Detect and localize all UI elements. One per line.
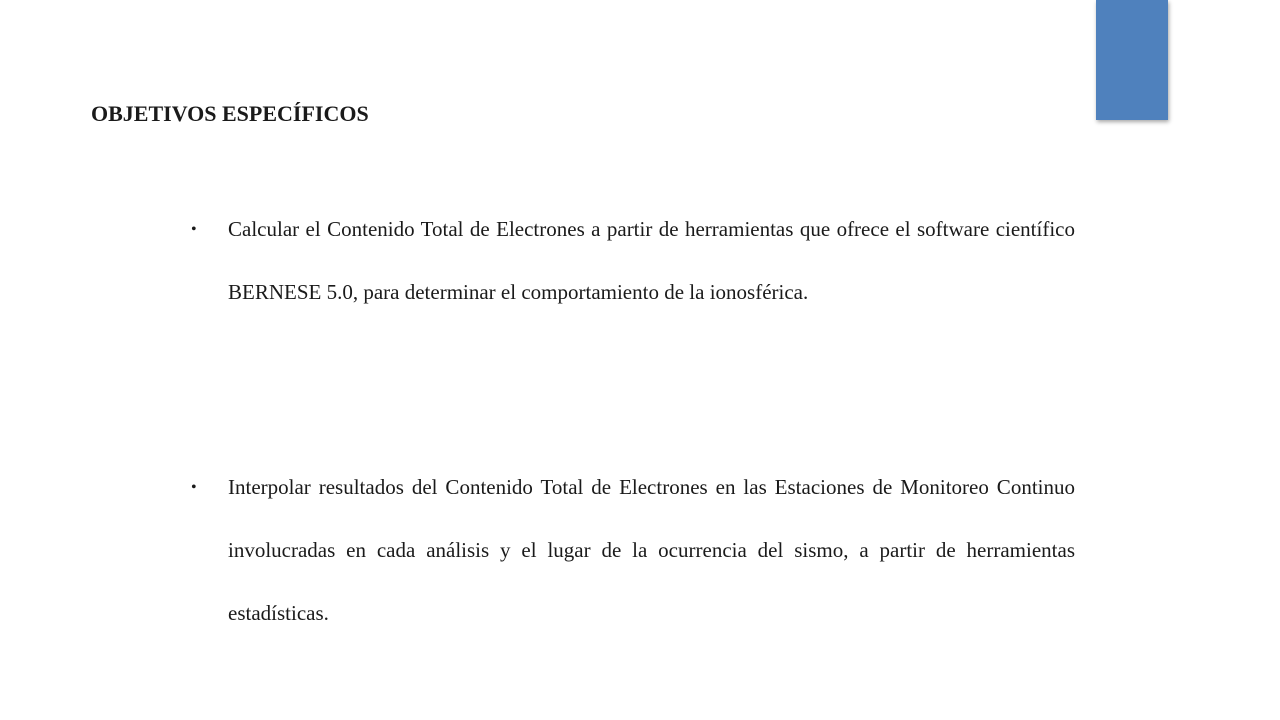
list-item (191, 456, 1075, 645)
slide-title: OBJETIVOS ESPECÍFICOS (91, 101, 369, 126)
bullet-icon: • (191, 479, 197, 496)
accent-bar (1096, 0, 1168, 120)
bullet-icon: • (191, 221, 197, 238)
bullet-text: Calcular el Contenido Total de Electrones a partir de herramientas que ofrece el software científico BERNESE 5.0, para determinar el comportamiento de la ionosférica. (228, 217, 1075, 304)
list-item (191, 198, 1075, 324)
bullet-text: Interpolar resultados del Contenido Total de Electrones en las Estaciones de Monitoreo Continuo involucradas en cada análisis y el lugar de la ocurrencia del sismo, a partir de herramientas estadísticas. (228, 475, 1075, 625)
